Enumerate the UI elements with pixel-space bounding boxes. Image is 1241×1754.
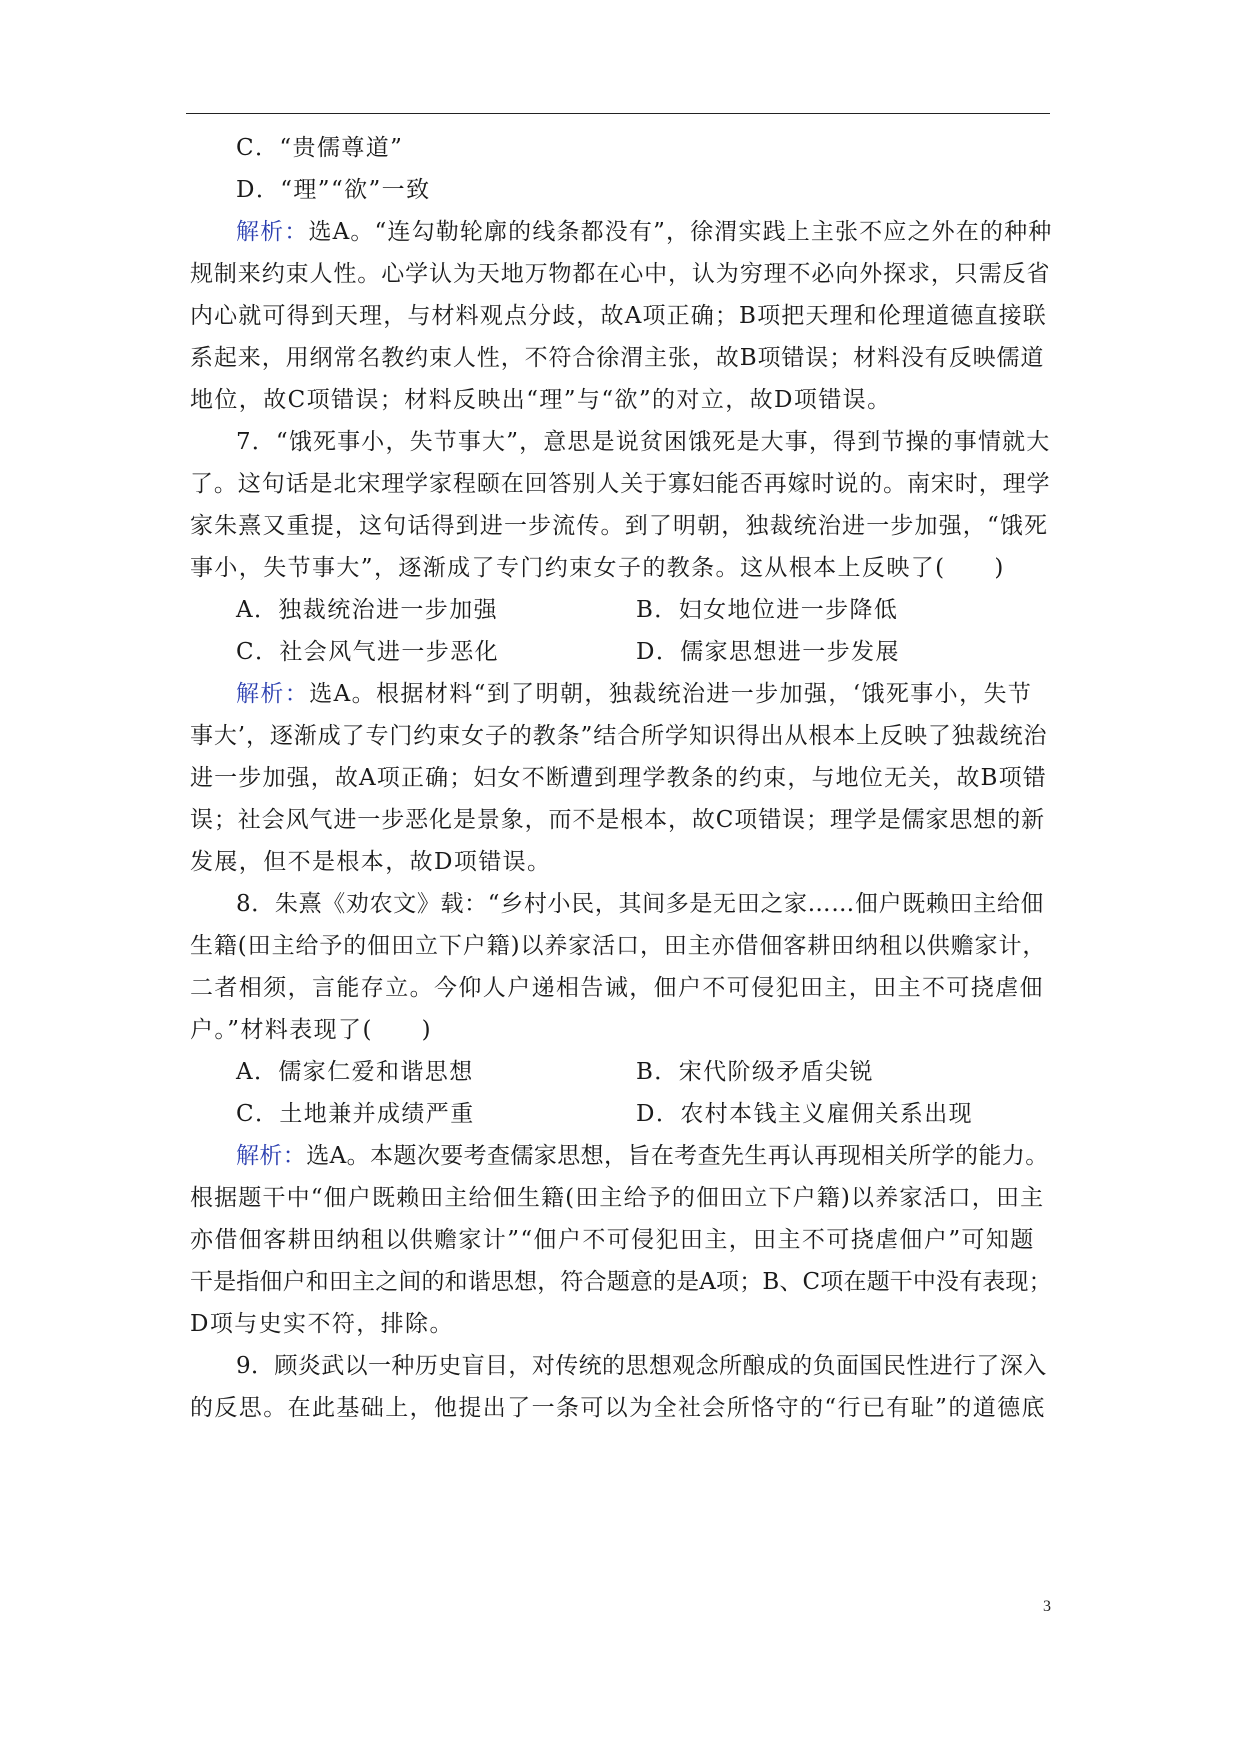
q6-analysis-line: 地位，故C项错误；材料反映出“理”与“欲”的对立，故D项错误。 — [190, 387, 892, 413]
q6-option-d: D．“理”“欲”一致 — [236, 177, 431, 203]
q8-analysis-line: 亦借佃客耕田纳租以供赡家计”“佃户不可侵犯田主，田主不可挠虐佃户”可知题 — [190, 1227, 1035, 1253]
analysis-label: 解析： — [236, 1143, 307, 1169]
q7-stem-line: 了。这句话是北宋理学家程颐在回答别人关于寡妇能否再嫁时说的。南宋时，理学 — [190, 471, 1051, 497]
q8-option-a: A．儒家仁爱和谐思想 — [236, 1059, 474, 1085]
analysis-label: 解析： — [236, 681, 310, 707]
q7-option-c: C．社会风气进一步恶化 — [236, 639, 499, 665]
q9-stem-line: 9．顾炎武以一种历史盲目，对传统的思想观念所酿成的负面国民性进行了深入 — [236, 1353, 1047, 1379]
q8-option-c: C．土地兼并成绩严重 — [236, 1101, 475, 1127]
q6-option-c: C．“贵儒尊道” — [236, 135, 404, 161]
q8-stem-line: 户。”材料表现了( ) — [190, 1017, 433, 1043]
q7-analysis-line: 误；社会风气进一步恶化是景象，而不是根本，故C项错误；理学是儒家思想的新 — [190, 807, 1045, 833]
q7-analysis-first-line: 解析：选A。根据材料“到了明朝，独裁统治进一步加强，‘饿死事小，失节 — [236, 681, 1033, 707]
page-number: 3 — [1043, 1598, 1051, 1615]
q8-stem-line: 二者相须，言能存立。今仰人户递相告诫，佃户不可侵犯田主，田主不可挠虐佃 — [190, 975, 1044, 1001]
q6-analysis-first-line: 解析：选A。“连勾勒轮廓的线条都没有”，徐渭实践上主张不应之外在的种种 — [236, 219, 1053, 245]
q7-option-d: D．儒家思想进一步发展 — [636, 639, 900, 665]
q7-analysis-line: 进一步加强，故A项正确；妇女不断遭到理学教条的约束，与地位无关，故B项错 — [190, 765, 1047, 791]
q8-analysis-line: 根据题干中“佃户既赖田主给佃生籍(田主给予的佃田立下户籍)以养家活口，田主 — [190, 1185, 1045, 1211]
analysis-label: 解析： — [236, 219, 309, 245]
q6-analysis-line: 内心就可得到天理，与材料观点分歧，故A项正确；B项把天理和伦理道德直接联 — [190, 303, 1047, 329]
q7-option-b: B．妇女地位进一步降低 — [636, 597, 899, 623]
q8-stem-line: 8．朱熹《劝农文》载：“乡村小民，其间多是无田之家……佃户既赖田主给佃 — [236, 891, 1045, 917]
q7-stem-line: 7．“饿死事小，失节事大”，意思是说贫困饿死是大事，得到节操的事情就大 — [236, 429, 1051, 455]
q8-option-b: B．宋代阶级矛盾尖锐 — [636, 1059, 874, 1085]
q9-stem-line: 的反思。在此基础上，他提出了一条可以为全社会所恪守的“行已有耻”的道德底 — [190, 1395, 1046, 1421]
q6-analysis-line: 规制来约束人性。心学认为天地万物都在心中，认为穷理不必向外探求，只需反省 — [190, 261, 1051, 287]
q8-analysis-line: 干是指佃户和田主之间的和谐思想，符合题意的是A项；B、C项在题干中没有表现； — [190, 1269, 1052, 1295]
q7-analysis-line: 事大’，逐渐成了专门约束女子的教条”结合所学知识得出从根本上反映了独裁统治 — [190, 723, 1048, 749]
q8-stem-line: 生籍(田主给予的佃田立下户籍)以养家活口，田主亦借佃客耕田纳租以供赡家计， — [190, 933, 1047, 959]
q7-stem-line: 事小，失节事大”，逐渐成了专门约束女子的教条。这从根本上反映了( ) — [190, 555, 1005, 581]
q7-analysis-line: 发展，但不是根本，故D项错误。 — [190, 849, 552, 875]
q8-analysis-first-line: 解析：选A。本题次要考查儒家思想，旨在考查先生再认再现相关所学的能力。 — [236, 1143, 1049, 1169]
q6-analysis-line: 系起来，用纲常名教约束人性，不符合徐渭主张，故B项错误；材料没有反映儒道 — [190, 345, 1045, 371]
header-rule — [186, 113, 1050, 114]
q7-option-a: A．独裁统治进一步加强 — [236, 597, 499, 623]
q7-stem-line: 家朱熹又重提，这句话得到进一步流传。到了明朝，独裁统治进一步加强，“饿死 — [190, 513, 1049, 539]
q8-analysis-line: D项与史实不符，排除。 — [190, 1311, 454, 1337]
q8-option-d: D．农村本钱主义雇佣关系出现 — [636, 1101, 974, 1127]
